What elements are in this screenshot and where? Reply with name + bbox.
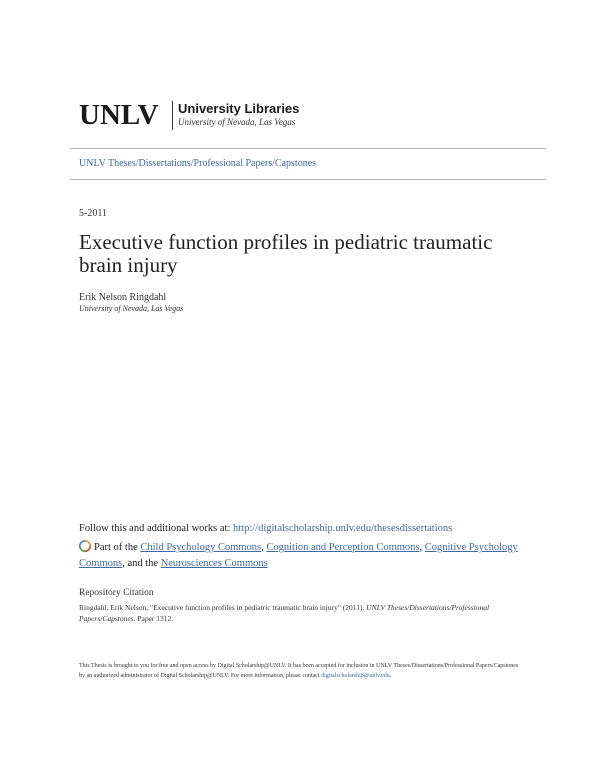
document-title: Executive function profiles in pediatric traumatic brain injury <box>79 230 493 277</box>
footer-text: This Thesis is brought to you for free and open access by Digital Scholarship@UNLV. It has been accepted for inclusion in UNLV Theses/Dissertations/Professional Papers/Capstones by an authorized administrator of Digital Scholarship@UNLV. For more information, please contact <box>79 663 519 679</box>
repository-citation-heading: Repository Citation <box>79 588 154 598</box>
unlv-logo: UNLV <box>79 99 159 131</box>
footer-notice <box>79 661 519 681</box>
part-of-prefix: Part of the <box>94 542 141 553</box>
author-name: Erik Nelson Ringdahl <box>79 292 167 303</box>
logo-divider <box>172 101 173 130</box>
cognitive-psychology-commons-link[interactable]: Cognitive Psychology Commons <box>79 542 518 569</box>
citation-plain: Ringdahl, Erik Nelson, "Executive function profiles in pediatric traumatic brain injury" (2011). <box>79 603 367 612</box>
repository-url-link[interactable]: http://digitalscholarship.unlv.edu/thesesdissertations <box>233 523 453 534</box>
footer-end: . <box>389 673 392 679</box>
follow-line <box>79 522 452 536</box>
citation-suffix: Paper 1312. <box>135 614 174 623</box>
citation-series: UNLV Theses/Dissertations/Professional Papers/Capstones. <box>79 603 490 623</box>
collection-link[interactable]: UNLV Theses/Dissertations/Professional Papers/Capstones <box>79 158 317 169</box>
child-psychology-commons-link[interactable]: Child Psychology Commons <box>140 542 262 553</box>
part-of-sep3: , and the <box>122 558 161 569</box>
top-rule <box>70 148 546 149</box>
repository-citation-text <box>79 602 519 624</box>
open-access-icon <box>79 540 91 557</box>
part-of-sep1: , <box>261 542 267 553</box>
follow-prefix: Follow this and additional works at: <box>79 523 233 534</box>
publication-date: 5-2011 <box>79 208 107 219</box>
second-rule <box>70 179 546 180</box>
part-of-line <box>79 540 519 571</box>
neurosciences-commons-link[interactable]: Neurosciences Commons <box>160 558 268 569</box>
cognition-perception-commons-link[interactable]: Cognition and Perception Commons <box>266 542 420 553</box>
library-name: University Libraries <box>178 101 300 116</box>
author-affiliation: University of Nevada, Las Vegas <box>79 304 184 313</box>
library-subtitle: University of Nevada, Las Vegas <box>178 117 296 127</box>
part-of-sep2: , <box>419 542 425 553</box>
contact-email-link[interactable]: digitalscholarship@unlv.edu <box>321 673 390 679</box>
